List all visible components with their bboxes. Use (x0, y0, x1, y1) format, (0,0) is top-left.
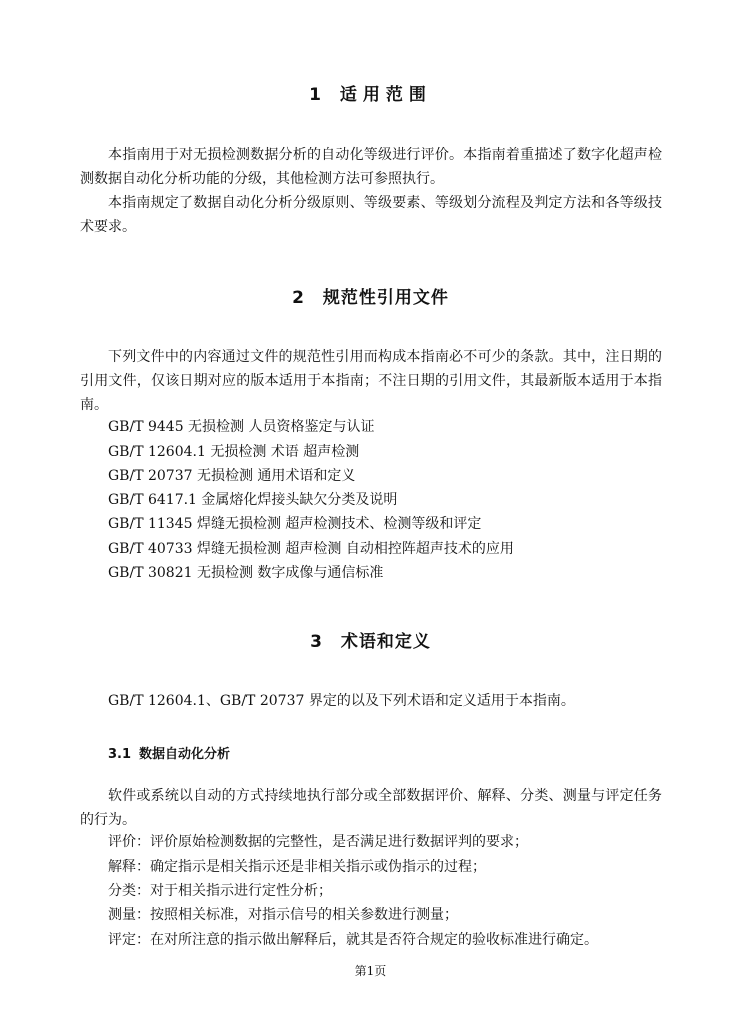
subsection-heading (108, 743, 230, 762)
section-3-heading (0, 627, 741, 652)
term-item: 测量：按照相关标准，对指示信号的相关参数进行测量； (108, 907, 458, 923)
section-title: 适用范围 (339, 85, 432, 105)
section-number: 3 (310, 632, 323, 652)
section-1-heading (0, 80, 741, 105)
terms-intro: GB/T 12604.1、GB/T 20737 界定的以及下列术语和定义适用于本指南。 (108, 693, 575, 709)
term-item: 分类：对于相关指示进行定性分析； (108, 883, 332, 899)
term-item: 评定：在对所注意的指示做出解释后，就其是否符合规定的验收标准进行确定。 (108, 932, 598, 948)
term-definition: 软件或系统以自动的方式持续地执行部分或全部数据评价、解释、分类、测量与评定任务的行为。 (80, 788, 662, 828)
section-title: 规范性引用文件 (322, 288, 449, 308)
section-2-heading (0, 283, 741, 308)
reference-item: GB/T 20737 无损检测 通用术语和定义 (108, 468, 356, 484)
reference-item: GB/T 12604.1 无损检测 术语 超声检测 (108, 444, 360, 460)
subsection-title: 数据自动化分析 (139, 747, 231, 762)
scope-paragraph-1: 本指南用于对无损检测数据分析的自动化等级进行评价。本指南着重描述了数字化超声检测数据自动化分析功能的分级，其他检测方法可参照执行。 (80, 147, 662, 187)
section-title: 术语和定义 (340, 632, 431, 652)
reference-item: GB/T 6417.1 金属熔化焊接头缺欠分类及说明 (108, 492, 398, 508)
reference-item: GB/T 40733 焊缝无损检测 超声检测 自动相控阵超声技术的应用 (108, 541, 514, 557)
section-number: 1 (309, 85, 322, 105)
normative-intro: 下列文件中的内容通过文件的规范性引用而构成本指南必不可少的条款。其中，注日期的引用文件，仅该日期对应的版本适用于本指南；不注日期的引用文件，其最新版本适用于本指南。 (80, 349, 662, 413)
reference-item: GB/T 11345 焊缝无损检测 超声检测技术、检测等级和评定 (108, 516, 482, 532)
section-number: 2 (292, 288, 305, 308)
reference-item: GB/T 30821 无损检测 数字成像与通信标准 (108, 565, 384, 581)
term-item: 评价：评价原始检测数据的完整性，是否满足进行数据评判的要求； (108, 834, 528, 850)
subsection-number: 3.1 (108, 747, 132, 762)
term-item: 解释：确定指示是相关指示还是非相关指示或伪指示的过程； (108, 859, 486, 875)
page-number: 第1页 (354, 964, 387, 978)
reference-item: GB/T 9445 无损检测 人员资格鉴定与认证 (108, 419, 375, 435)
scope-paragraph-2: 本指南规定了数据自动化分析分级原则、等级要素、等级划分流程及判定方法和各等级技术要求。 (80, 195, 662, 235)
